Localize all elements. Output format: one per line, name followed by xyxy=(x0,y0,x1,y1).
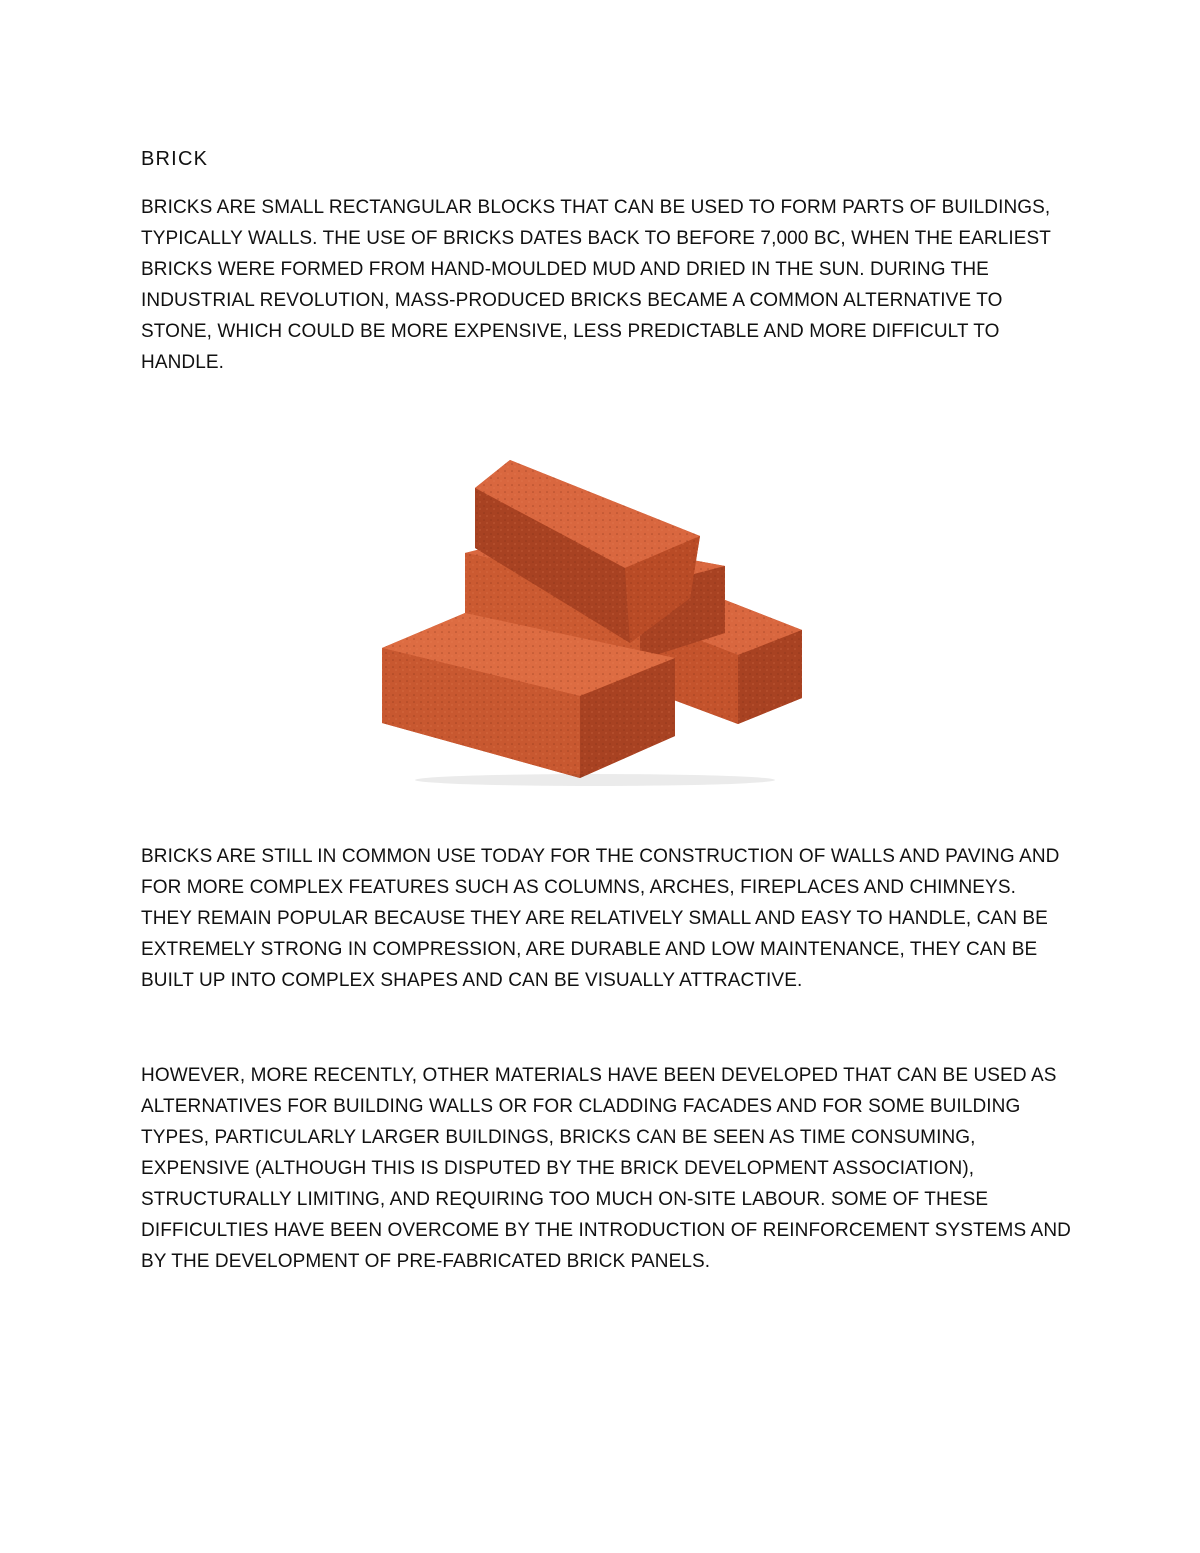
brick-stack-image xyxy=(370,448,820,788)
document-title: BRICK xyxy=(141,148,209,170)
paragraph-alternatives: HOWEVER, MORE RECENTLY, OTHER MATERIALS HAVE BEEN DEVELOPED THAT CAN BE USED AS ALTERNATIVES FOR BUILDING WALLS OR FOR CLADDING FACADES AND FOR SOME BUILDING TYPES, PARTICULARLY LARGER BUILDINGS, BRICKS CAN BE SEEN AS TIME CONSUMING, EXPENSIVE (ALTHOUGH THIS IS DISPUTED BY THE BRICK DEVELOPMENT ASSOCIATION), STRUCTURALLY LIMITING, AND REQUIRING TOO MUCH ON-SITE LABOUR. SOME OF THESE DIFFICULTIES HAVE BEEN OVERCOME BY THE INTRODUCTION OF REINFORCEMENT SYSTEMS AND BY THE DEVELOPMENT OF PRE-FABRICATED BRICK PANELS. xyxy=(141,1065,1071,1272)
shadow xyxy=(415,774,775,786)
paragraph-current-use: BRICKS ARE STILL IN COMMON USE TODAY FOR THE CONSTRUCTION OF WALLS AND PAVING AND FOR MORE COMPLEX FEATURES SUCH AS COLUMNS, ARCHES, FIREPLACES AND CHIMNEYS. THEY REMAIN POPULAR BECAUSE THEY ARE RELATIVELY SMALL AND EASY TO HANDLE, CAN BE EXTREMELY STRONG IN COMPRESSION, ARE DURABLE AND LOW MAINTENANCE, THEY CAN BE BUILT UP INTO COMPLEX SHAPES AND CAN BE VISUALLY ATTRACTIVE. xyxy=(141,846,1060,991)
brick-stack-icon xyxy=(370,448,820,788)
paragraph-intro: BRICKS ARE SMALL RECTANGULAR BLOCKS THAT CAN BE USED TO FORM PARTS OF BUILDINGS, TYPICALLY WALLS. THE USE OF BRICKS DATES BACK TO BEFORE 7,000 BC, WHEN THE EARLIEST BRICKS WERE FORMED FROM HAND-MOULDED MUD AND DRIED IN THE SUN. DURING THE INDUSTRIAL REVOLUTION, MASS-PRODUCED BRICKS BECAME A COMMON ALTERNATIVE TO STONE, WHICH COULD BE MORE EXPENSIVE, LESS PREDICTABLE AND MORE DIFFICULT TO HANDLE. xyxy=(141,197,1051,373)
